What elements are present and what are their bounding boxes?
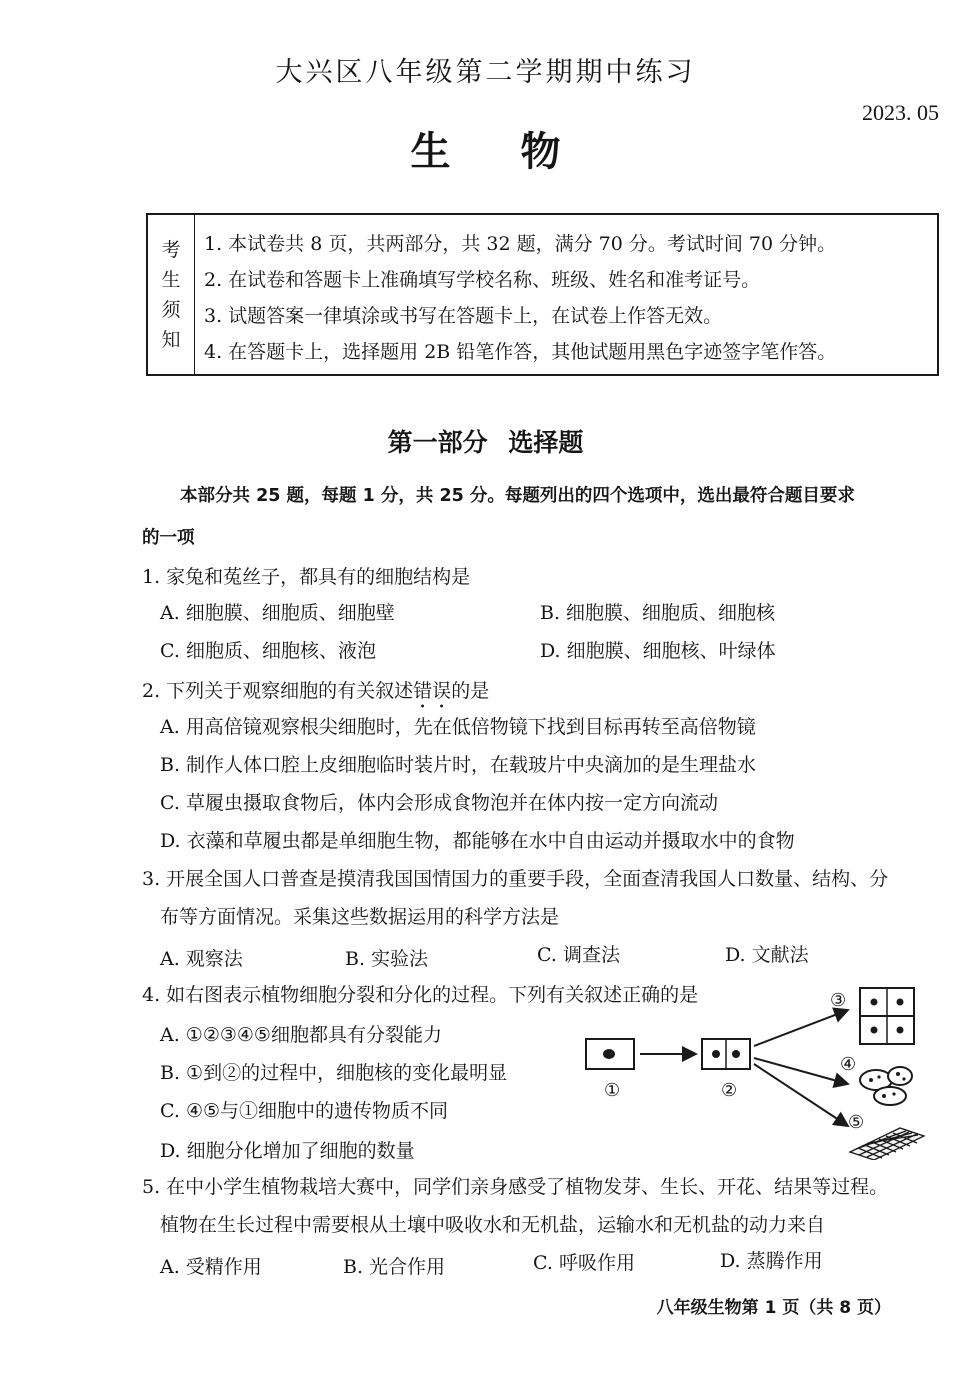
subject-title: 生物 bbox=[410, 128, 631, 175]
arrow-2-to-3 bbox=[754, 1010, 848, 1046]
notice-item-3: 3. 试题答案一律填涂或书写在答题卡上，在试卷上作答无效。 bbox=[204, 305, 723, 327]
question-3-option-b: B. 实验法 bbox=[345, 948, 429, 970]
question-1-option-a: A. 细胞膜、细胞质、细胞壁 bbox=[160, 602, 395, 624]
exam-date: 2023. 05 bbox=[862, 100, 939, 125]
notice-label-cell bbox=[148, 215, 195, 374]
question-2-stem-pre: 2. 下列关于观察细胞的有关叙述 bbox=[142, 680, 414, 702]
figure-label-5: ⑤ bbox=[848, 1112, 865, 1133]
arrow-2-to-5 bbox=[754, 1064, 848, 1126]
question-3-stem-line-2: 布等方面情况。采集这些数据运用的科学方法是 bbox=[160, 906, 560, 928]
question-2-emphasis: 错误 bbox=[413, 680, 452, 702]
exam-notice-box bbox=[146, 213, 939, 376]
notice-label: 考生须知 bbox=[161, 239, 181, 351]
question-4-stem: 4. 如右图表示植物细胞分裂和分化的过程。下列有关叙述正确的是 bbox=[142, 984, 699, 1006]
cell-group-4-icon bbox=[860, 1067, 912, 1105]
arrow-2-to-4 bbox=[754, 1058, 848, 1084]
question-2-option-c: C. 草履虫摄取食物后，体内会形成食物泡并在体内按一定方向流动 bbox=[160, 792, 718, 814]
figure-label-1: ① bbox=[604, 1080, 621, 1101]
question-4-option-c: C. ④⑤与①细胞中的遗传物质不同 bbox=[160, 1100, 449, 1122]
part-one-instructions: 本部分共 25 题，每题 1 分，共 25 分。每题列出的四个选项中，选出最符合题目要求 bbox=[180, 486, 855, 506]
question-5-option-a: A. 受精作用 bbox=[160, 1256, 262, 1278]
figure-label-4: ④ bbox=[840, 1054, 857, 1075]
notice-item-1: 1. 本试卷共 8 页，共两部分，共 32 题，满分 70 分。考试时间 70 分钟。 bbox=[204, 233, 837, 255]
page-footer: 八年级生物第 1 页（共 8 页） bbox=[656, 1298, 891, 1318]
question-2-stem bbox=[142, 676, 489, 713]
question-5-option-b: B. 光合作用 bbox=[343, 1256, 446, 1278]
question-2-option-b: B. 制作人体口腔上皮细胞临时装片时，在载玻片中央滴加的是生理盐水 bbox=[160, 754, 757, 776]
part-one-instructions-cont: 的一项 bbox=[142, 528, 195, 548]
question-1-stem: 1. 家兔和菟丝子，都具有的细胞结构是 bbox=[142, 566, 471, 588]
figure-label-3: ③ bbox=[830, 990, 847, 1011]
exam-title: 大兴区八年级第二学期期中练习 bbox=[275, 57, 696, 88]
question-3-option-c: C. 调查法 bbox=[537, 944, 620, 966]
question-2-stem-post: 的是 bbox=[451, 680, 490, 702]
question-1-option-c: C. 细胞质、细胞核、液泡 bbox=[160, 640, 376, 662]
question-5-stem-line-2: 植物在生长过程中需要根从土壤中吸收水和无机盐，运输水和无机盐的动力来自 bbox=[160, 1214, 826, 1236]
cell-division-diagram bbox=[578, 984, 938, 1160]
question-5-option-c: C. 呼吸作用 bbox=[533, 1252, 635, 1274]
cell-1-icon bbox=[586, 1039, 634, 1069]
question-5-option-d: D. 蒸腾作用 bbox=[720, 1250, 823, 1272]
question-4-option-d: D. 细胞分化增加了细胞的数量 bbox=[160, 1140, 415, 1162]
cell-group-3-icon bbox=[860, 988, 914, 1044]
question-3-option-d: D. 文献法 bbox=[725, 944, 809, 966]
cell-2-icon bbox=[702, 1039, 750, 1069]
notice-item-2: 2. 在试卷和答题卡上准确填写学校名称、班级、姓名和准考证号。 bbox=[204, 269, 761, 291]
question-4-option-a: A. ①②③④⑤细胞都具有分裂能力 bbox=[160, 1024, 442, 1046]
question-2-option-d: D. 衣藻和草履虫都是单细胞生物，都能够在水中自由运动并摄取水中的食物 bbox=[160, 830, 795, 852]
figure-label-2: ② bbox=[721, 1080, 738, 1101]
part-one-heading: 第一部分 选择题 bbox=[387, 428, 584, 457]
question-1-option-b: B. 细胞膜、细胞质、细胞核 bbox=[540, 602, 776, 624]
question-1-option-d: D. 细胞膜、细胞核、叶绿体 bbox=[540, 640, 776, 662]
question-5-stem-line-1: 5. 在中小学生植物栽培大赛中，同学们亲身感受了植物发芽、生长、开花、结果等过程。 bbox=[142, 1176, 889, 1198]
notice-item-4: 4. 在答题卡上，选择题用 2B 铅笔作答，其他试题用黑色字迹签字笔作答。 bbox=[204, 341, 837, 363]
question-4-option-b: B. ①到②的过程中，细胞核的变化最明显 bbox=[160, 1062, 508, 1084]
question-3-stem-line-1: 3. 开展全国人口普查是摸清我国国情国力的重要手段，全面查清我国人口数量、结构、分 bbox=[142, 868, 889, 890]
question-3-option-a: A. 观察法 bbox=[160, 948, 243, 970]
question-2-option-a: A. 用高倍镜观察根尖细胞时，先在低倍物镜下找到目标再转至高倍物镜 bbox=[160, 716, 756, 738]
